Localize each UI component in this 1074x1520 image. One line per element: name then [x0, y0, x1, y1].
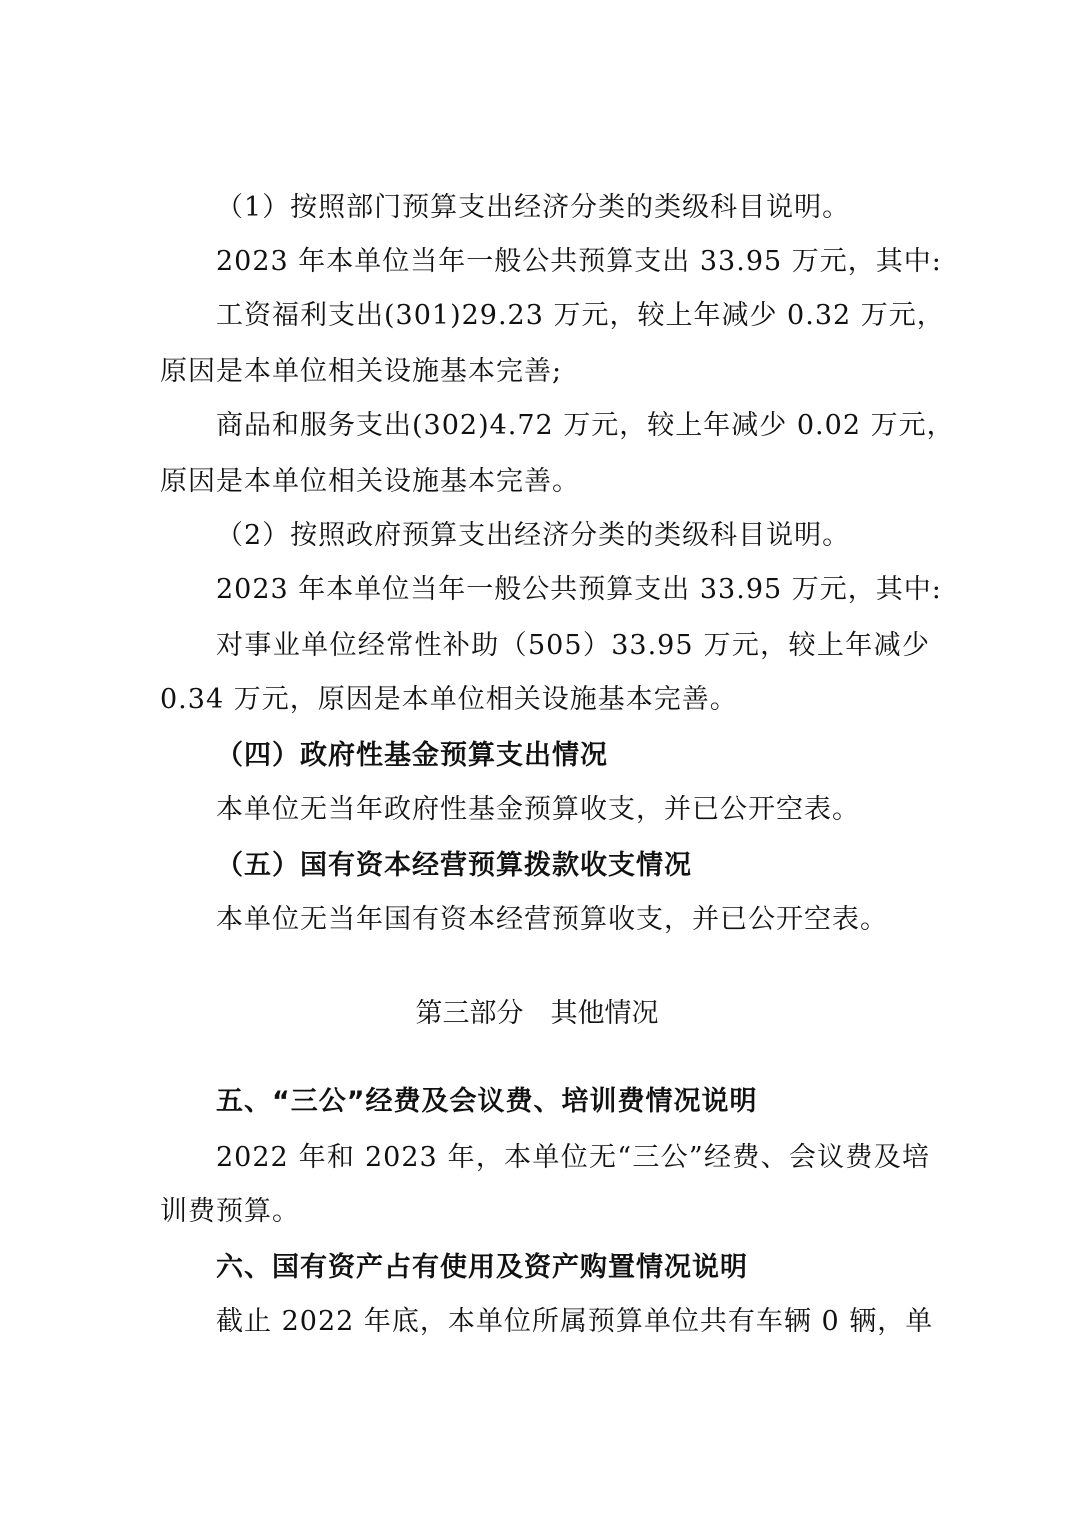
- paragraph-line: 工资福利支出(301)29.23 万元，较上年减少 0.32 万元，: [216, 300, 945, 331]
- paragraph-line: 原因是本单位相关设施基本完善。: [160, 466, 580, 497]
- paragraph-line: 商品和服务支出(302)4.72 万元，较上年减少 0.02 万元，: [216, 410, 955, 441]
- paragraph-line: 对事业单位经常性补助（505）33.95 万元，较上年减少: [216, 630, 930, 661]
- section-heading: 六、国有资产占有使用及资产购置情况说明: [216, 1252, 748, 1283]
- paragraph-line: 2023 年本单位当年一般公共预算支出 33.95 万元，其中:: [216, 574, 942, 605]
- paragraph-line: （1）按照部门预算支出经济分类的类级科目说明。: [216, 192, 851, 223]
- section-heading: （四）政府性基金预算支出情况: [216, 740, 608, 771]
- part-title: 第三部分 其他情况: [415, 998, 659, 1029]
- section-heading: （五）国有资本经营预算拨款收支情况: [216, 850, 692, 881]
- paragraph-line: 截止 2022 年底，本单位所属预算单位共有车辆 0 辆，单: [216, 1306, 934, 1337]
- paragraph-line: 本单位无当年政府性基金预算收支，并已公开空表。: [216, 794, 860, 825]
- paragraph-line: 本单位无当年国有资本经营预算收支，并已公开空表。: [216, 904, 888, 935]
- paragraph-line: 0.34 万元，原因是本单位相关设施基本完善。: [160, 684, 738, 715]
- paragraph-line: 训费预算。: [160, 1196, 300, 1227]
- paragraph-line: 原因是本单位相关设施基本完善;: [160, 356, 563, 387]
- section-heading: 五、“三公”经费及会议费、培训费情况说明: [216, 1086, 758, 1117]
- paragraph-line: 2023 年本单位当年一般公共预算支出 33.95 万元，其中:: [216, 246, 942, 277]
- paragraph-line: 2022 年和 2023 年，本单位无“三公”经费、会议费及培: [216, 1142, 930, 1173]
- paragraph-line: （2）按照政府预算支出经济分类的类级科目说明。: [216, 520, 851, 551]
